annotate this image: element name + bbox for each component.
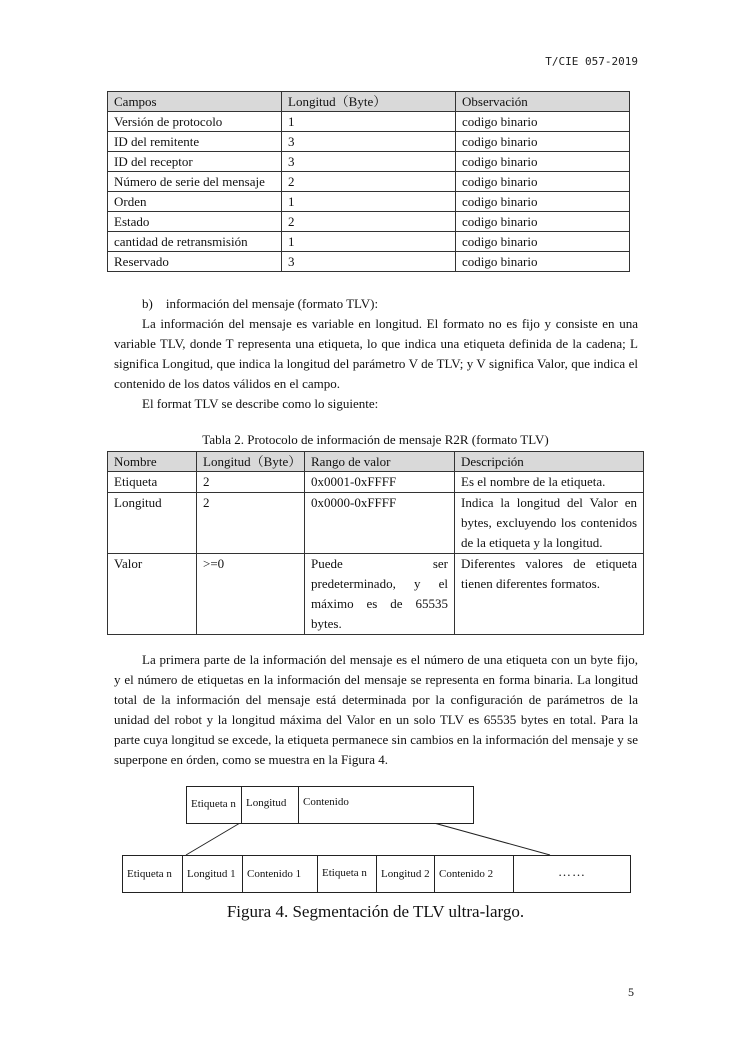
column-header: Campos — [108, 92, 282, 112]
paragraph: La información del mensaje es variable en longitud. El formato no es fijo y consiste en una variable TLV, donde T representa una etiqueta, lo que indica una etiqueta definida de la cadena; L significa Longitud, que indica la longitud del parámetro V de TLV; y V significa Valor, que indica el contenido de los datos válidos en el campo. — [114, 316, 638, 391]
table-cell: 1 — [282, 232, 456, 252]
connector-line-left — [186, 823, 240, 855]
table-cell: 0x0000-0xFFFF — [305, 493, 455, 554]
table-cell: 1 — [282, 192, 456, 212]
figure-cell: Contenido 2 — [434, 856, 513, 892]
table-cell: codigo binario — [456, 152, 630, 172]
tlv-segmented-box — [122, 855, 631, 893]
table-cell: 2 — [197, 493, 305, 554]
table-cell: Reservado — [108, 252, 282, 272]
table-cell: codigo binario — [456, 252, 630, 272]
table-cell: Número de serie del mensaje — [108, 172, 282, 192]
table-cell: codigo binario — [456, 192, 630, 212]
table-cell: 2 — [282, 172, 456, 192]
paragraph: La primera parte de la información del mensaje es el número de una etiqueta con un byte fijo, y el número de etiquetas en la información del mensaje se representa en forma binaria. La longitud total de la información del mensaje está determinada por la configuración de parámetros de la unidad del robot y la longitud máxima del Valor en un solo TLV es 65535 bytes en total. Para la parte cuya longitud se excede, la etiqueta permanece sin cambios en la información del mensaje y se superpone en órden, como se muestra en la Figura 4. — [114, 652, 638, 767]
table-cell: cantidad de retransmisión — [108, 232, 282, 252]
table-caption: Tabla 2. Protocolo de información de mensaje R2R (formato TLV) — [202, 432, 549, 447]
figure-cell: Contenido — [298, 787, 467, 823]
table-cell: Orden — [108, 192, 282, 212]
standard-code: T/CIE 057-2019 — [545, 55, 638, 68]
figure-cell: Contenido 1 — [242, 856, 317, 892]
figure-caption: Figura 4. Segmentación de TLV ultra-largo. — [226, 902, 525, 921]
table-cell: Etiqueta — [108, 472, 197, 493]
table-cell: Diferentes valores de etiqueta tienen diferentes formatos. — [455, 554, 644, 635]
table-cell: >=0 — [197, 554, 305, 635]
table-cell: 2 — [197, 472, 305, 493]
table-cell: Indica la longitud del Valor en bytes, excluyendo los contenidos de la etiqueta y la longitud. — [455, 493, 644, 554]
column-header: Nombre — [108, 452, 197, 472]
page-number: 5 — [628, 985, 634, 999]
ellipsis-cell: …… — [513, 856, 630, 892]
table-cell: 0x0001-0xFFFF — [305, 472, 455, 493]
table-cell: codigo binario — [456, 172, 630, 192]
paragraph: El format TLV se describe como lo siguiente: — [142, 396, 379, 411]
table-cell: codigo binario — [456, 232, 630, 252]
column-header: Rango de valor — [305, 452, 455, 472]
column-header: Longitud（Byte） — [197, 452, 305, 472]
table-cell: ID del remitente — [108, 132, 282, 152]
tlv-segment-box — [186, 786, 474, 824]
table-cell: Puede ser predeterminado, y el máximo es de 65535 bytes. — [305, 554, 455, 635]
table-cell: Estado — [108, 212, 282, 232]
figure-cell: Longitud 1 — [182, 856, 245, 892]
connector-line-right — [434, 823, 550, 855]
section-title: información del mensaje (formato TLV): — [165, 296, 379, 311]
column-header: Descripción — [455, 452, 644, 472]
table-cell: Es el nombre de la etiqueta. — [455, 472, 644, 493]
table-cell: Versión de protocolo — [108, 112, 282, 132]
table-cell: Valor — [108, 554, 197, 635]
table-cell: 3 — [282, 252, 456, 272]
table-cell: codigo binario — [456, 132, 630, 152]
column-header: Observación — [456, 92, 630, 112]
figure-cell: Etiqueta n — [127, 868, 172, 880]
table-cell: 3 — [282, 132, 456, 152]
table-cell: 1 — [282, 112, 456, 132]
figure-cell: Longitud — [241, 787, 300, 823]
table-cell: codigo binario — [456, 212, 630, 232]
figure-cell: Etiqueta n — [191, 798, 236, 810]
table-cell: 3 — [282, 152, 456, 172]
list-marker: b) — [142, 296, 153, 311]
figure-cell: Etiqueta n — [317, 856, 379, 892]
table-cell: 2 — [282, 212, 456, 232]
table-cell: codigo binario — [456, 112, 630, 132]
column-header: Longitud（Byte） — [282, 92, 456, 112]
table-cell: Longitud — [108, 493, 197, 554]
table-cell: ID del receptor — [108, 152, 282, 172]
figure-cell: Longitud 2 — [376, 856, 435, 892]
